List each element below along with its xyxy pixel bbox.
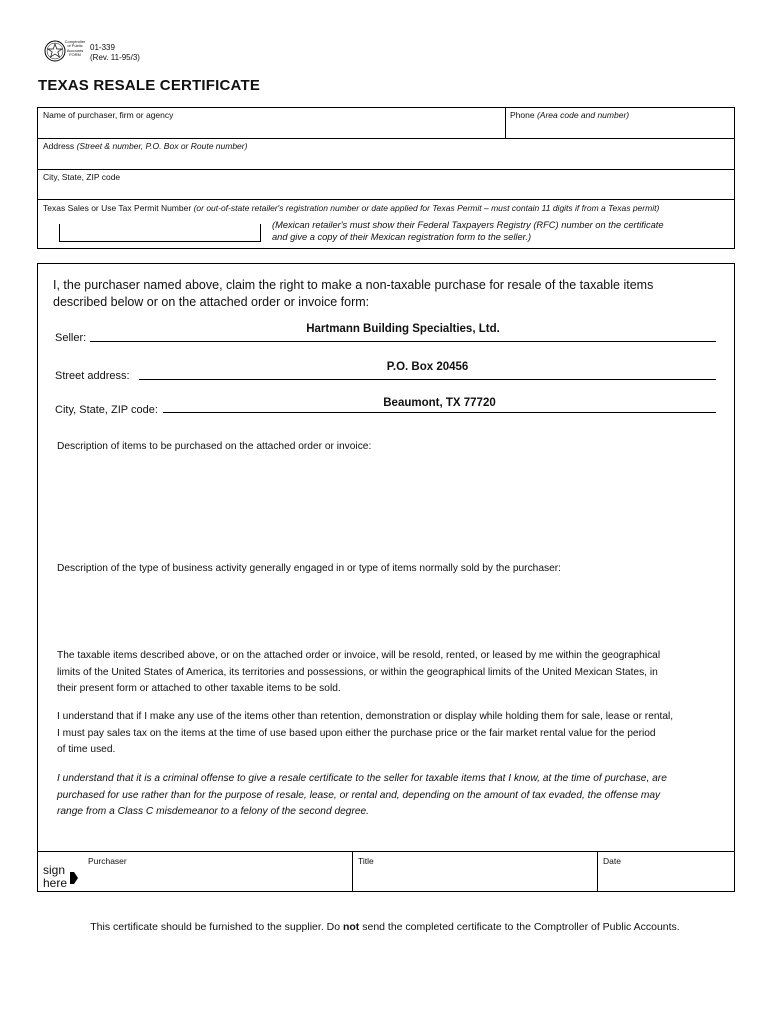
permit-label-row — [43, 203, 733, 213]
form-revision: (Rev. 11-95/3) — [90, 53, 140, 62]
permit-number-input[interactable] — [59, 224, 261, 242]
purchaser-signature-label: Purchaser — [88, 856, 127, 866]
purchaser-signature-field[interactable] — [84, 853, 350, 890]
date-label: Date — [603, 856, 621, 866]
phone-hint: (Area code and number) — [536, 110, 630, 120]
seller-value[interactable]: Hartmann Building Specialties, Ltd. — [306, 323, 500, 335]
sign-here-label: sign here — [43, 863, 68, 890]
seal-text: Comptroller of Public Accounts FORM — [64, 39, 86, 58]
seller-city-line — [163, 412, 716, 413]
form-number: 01-339 — [90, 43, 115, 52]
address-label: Address — [43, 141, 75, 151]
signature-divider — [37, 851, 735, 852]
seller-city-value[interactable]: Beaumont, TX 77720 — [383, 397, 496, 409]
city-state-zip-field[interactable] — [43, 172, 729, 198]
permit-label: Texas Sales or Use Tax Permit Number — [43, 203, 192, 213]
divider — [37, 199, 735, 200]
date-field[interactable] — [598, 853, 734, 890]
sign-here-arrow-icon — [70, 871, 78, 885]
items-description-area[interactable] — [57, 458, 717, 556]
street-address-label: Street address: — [55, 370, 130, 382]
phone-field[interactable] — [510, 110, 730, 136]
phone-label: Phone — [510, 110, 535, 120]
business-description-label: Description of the type of business activity generally engaged in or type of items normally sold by the purchaser: — [57, 563, 561, 574]
business-description-area[interactable] — [57, 580, 717, 642]
purchaser-name-field[interactable] — [43, 110, 498, 136]
criminal-offense-warning: I understand that it is a criminal offense to give a resale certificate to the seller for taxable items that I know, at the time of purchase, are purchased for use rather than for the purpose of resale, lease, or rental and, depending on the amount of tax evaded, the offense may range from a Class C misdemeanor to a felony of the second degree. — [57, 773, 667, 817]
use-tax-statement: I understand that if I make any use of the items other than retention, demonstration or display while holding them for sale, lease or rental, I must pay sales tax on the items at the time of use based upon either the purchase price or the fair market rental value for the period of time used. — [57, 711, 674, 755]
divider — [37, 138, 735, 139]
street-address-value[interactable]: P.O. Box 20456 — [386, 361, 469, 373]
page-title: TEXAS RESALE CERTIFICATE — [38, 77, 261, 94]
footer-emphasis: not — [342, 921, 360, 933]
permit-hint: (or out-of-state retailer's registration number or date applied for Texas Permit – must contain 11 digits if from a Texas permit) — [193, 203, 660, 213]
city-state-zip-label: City, State, ZIP code — [43, 172, 121, 182]
items-description-label: Description of items to be purchased on the attached order or invoice: — [57, 441, 372, 452]
comptroller-seal-icon — [44, 40, 66, 62]
mexican-retailer-note: (Mexican retailer's must show their Federal Taxpayers Registry (RFC) number on the certificate and give a copy of their Mexican registration form to the seller.) — [272, 220, 664, 242]
form-number-block — [90, 43, 140, 63]
title-field[interactable] — [353, 853, 596, 890]
purchaser-name-label: Name of purchaser, firm or agency — [43, 110, 174, 120]
address-hint: (Street & number, P.O. Box or Route number) — [76, 141, 248, 151]
divider — [37, 169, 735, 170]
resale-statement: The taxable items described above, or on the attached order or invoice, will be resold, rented, or leased by me within the geographical limits of the United States of America, its territories and possessions, or within the geographical limits of the United Mexican States, in their present form or attached to other taxable items to be sold. — [57, 650, 661, 694]
claim-statement: I, the purchaser named above, claim the right to make a non-taxable purchase for resale of the taxable items described below or on the attached order or invoice form: — [53, 278, 654, 309]
divider — [505, 107, 506, 138]
seller-city-label: City, State, ZIP code: — [55, 404, 158, 416]
seller-label: Seller: — [55, 332, 87, 344]
seller-line — [90, 341, 716, 342]
street-address-line — [139, 379, 716, 380]
footer-note: This certificate should be furnished to the supplier. Do not send the completed certificate to the Comptroller of Public Accounts. — [90, 921, 680, 933]
title-label: Title — [358, 856, 374, 866]
address-field[interactable] — [43, 141, 729, 167]
